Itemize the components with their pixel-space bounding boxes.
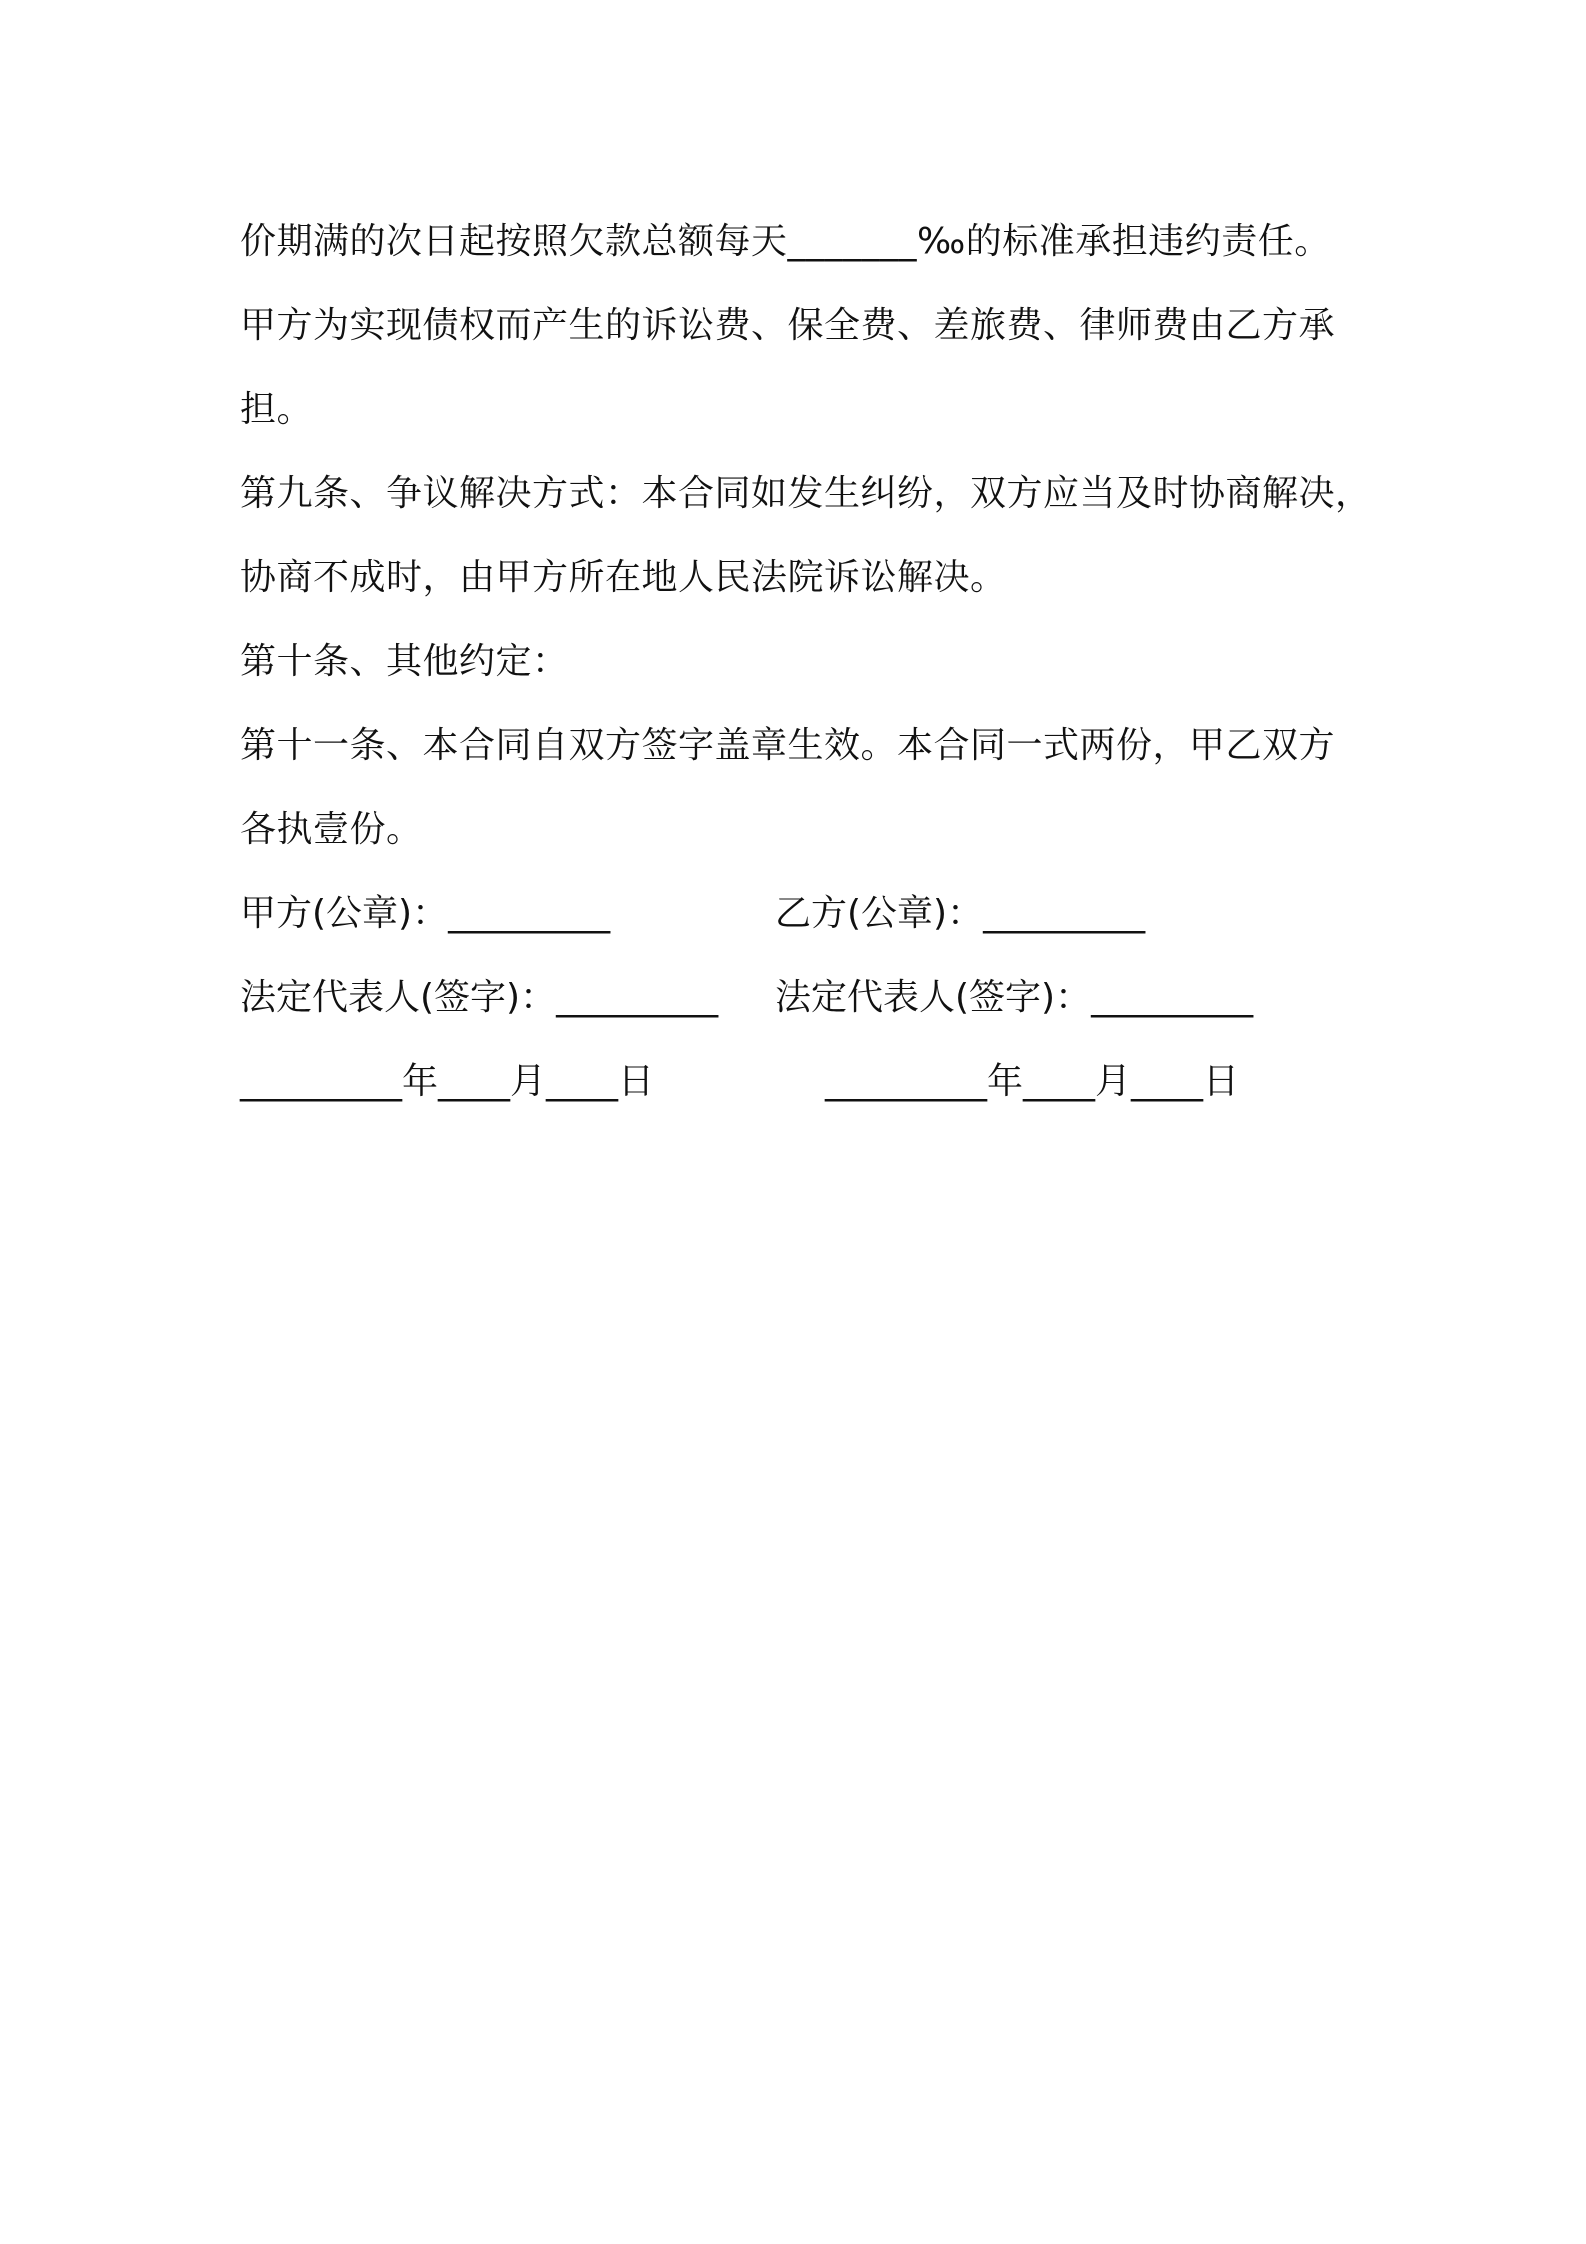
party-a-date-field: _________年____月____日	[240, 1061, 654, 1102]
paragraph-line: 协商不成时，由甲方所在地人民法院诉讼解决。	[240, 557, 1007, 598]
party-b-date-field: _________年____月____日	[825, 1061, 1239, 1102]
signature-rep-row	[240, 956, 1360, 1040]
paragraph-line: 担。	[240, 389, 314, 430]
party-a-seal-field: 甲方(公章)：_________	[240, 893, 611, 934]
signature-seal-row	[240, 872, 1360, 956]
paragraph-line: 第九条、争议解决方式：本合同如发生纠纷，双方应当及时协商解决，	[240, 473, 1372, 514]
paragraph-line: 各执壹份。	[240, 809, 423, 850]
paragraph-line: 第十条、其他约定：	[240, 641, 569, 682]
paragraph-line: 第十一条、本合同自双方签字盖章生效。本合同一式两份，甲乙双方	[240, 725, 1336, 766]
document-body	[240, 200, 1372, 1124]
paragraph-line: 价期满的次日起按照欠款总额每天_______‰的标准承担违约责任。	[240, 221, 1331, 262]
paragraph-line: 甲方为实现债权而产生的诉讼费、保全费、差旅费、律师费由乙方承	[240, 305, 1336, 346]
party-a-rep-field: 法定代表人(签字)：_________	[240, 977, 719, 1018]
party-b-rep-field: 法定代表人(签字)：_________	[775, 977, 1254, 1018]
party-b-seal-field: 乙方(公章)：_________	[775, 893, 1146, 934]
signature-date-row	[240, 1040, 1360, 1124]
